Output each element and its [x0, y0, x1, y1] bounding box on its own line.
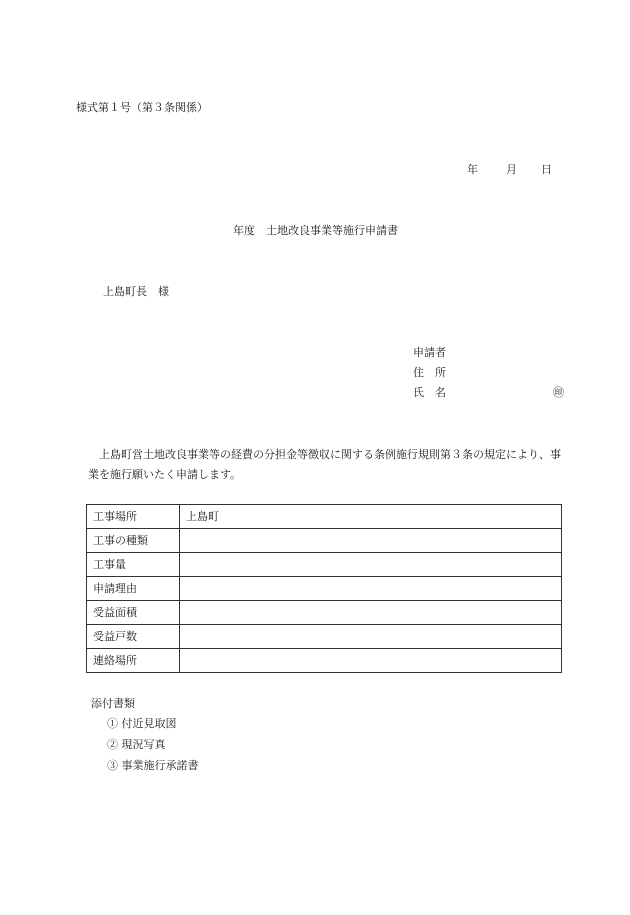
row-label-contact-place: 連絡場所: [87, 649, 180, 673]
attachment-item: ② 現況写真: [107, 738, 166, 751]
row-label-application-reason: 申請理由: [87, 577, 180, 601]
applicant-address-label: 住 所: [413, 366, 446, 379]
date-year-label: 年: [467, 163, 478, 176]
document-title: 年度 土地改良事業等施行申請書: [233, 224, 398, 237]
row-value-application-reason: [180, 577, 562, 601]
row-label-benefit-households: 受益戸数: [87, 625, 180, 649]
date-day-label: 日: [541, 163, 552, 176]
applicant-name-label: 氏 名: [413, 386, 446, 399]
attachment-item: ① 付近見取図: [107, 717, 177, 730]
attachments-heading: 添付書類: [91, 697, 135, 710]
application-statement: [88, 445, 568, 485]
addressee: 上島町長 様: [103, 285, 169, 298]
application-details-table: [86, 504, 562, 673]
row-value-construction-site: 上島町: [180, 505, 562, 529]
row-value-construction-type: [180, 529, 562, 553]
row-label-construction-type: 工事の種類: [87, 529, 180, 553]
table-row: [87, 553, 562, 577]
table-row: [87, 649, 562, 673]
table-row: [87, 505, 562, 529]
attachment-item: ③ 事業施行承諾書: [107, 759, 199, 772]
row-label-construction-site: 工事場所: [87, 505, 180, 529]
row-label-benefit-area: 受益面積: [87, 601, 180, 625]
row-value-benefit-households: [180, 625, 562, 649]
row-value-benefit-area: [180, 601, 562, 625]
table-row: [87, 577, 562, 601]
table-row: [87, 625, 562, 649]
date-month-label: 月: [506, 163, 517, 176]
table-row: [87, 529, 562, 553]
form-number: 様式第１号（第３条関係）: [76, 101, 208, 114]
row-value-contact-place: [180, 649, 562, 673]
row-label-construction-quantity: 工事量: [87, 553, 180, 577]
application-statement-text: 上島町営土地改良事業等の経費の分担金等徴収に関する条例施行規則第３条の規定により、事業を施行願いたく申請します。: [88, 448, 561, 481]
row-value-construction-quantity: [180, 553, 562, 577]
seal-mark: ㊞: [553, 386, 564, 399]
applicant-heading: 申請者: [413, 346, 446, 359]
table-row: [87, 601, 562, 625]
